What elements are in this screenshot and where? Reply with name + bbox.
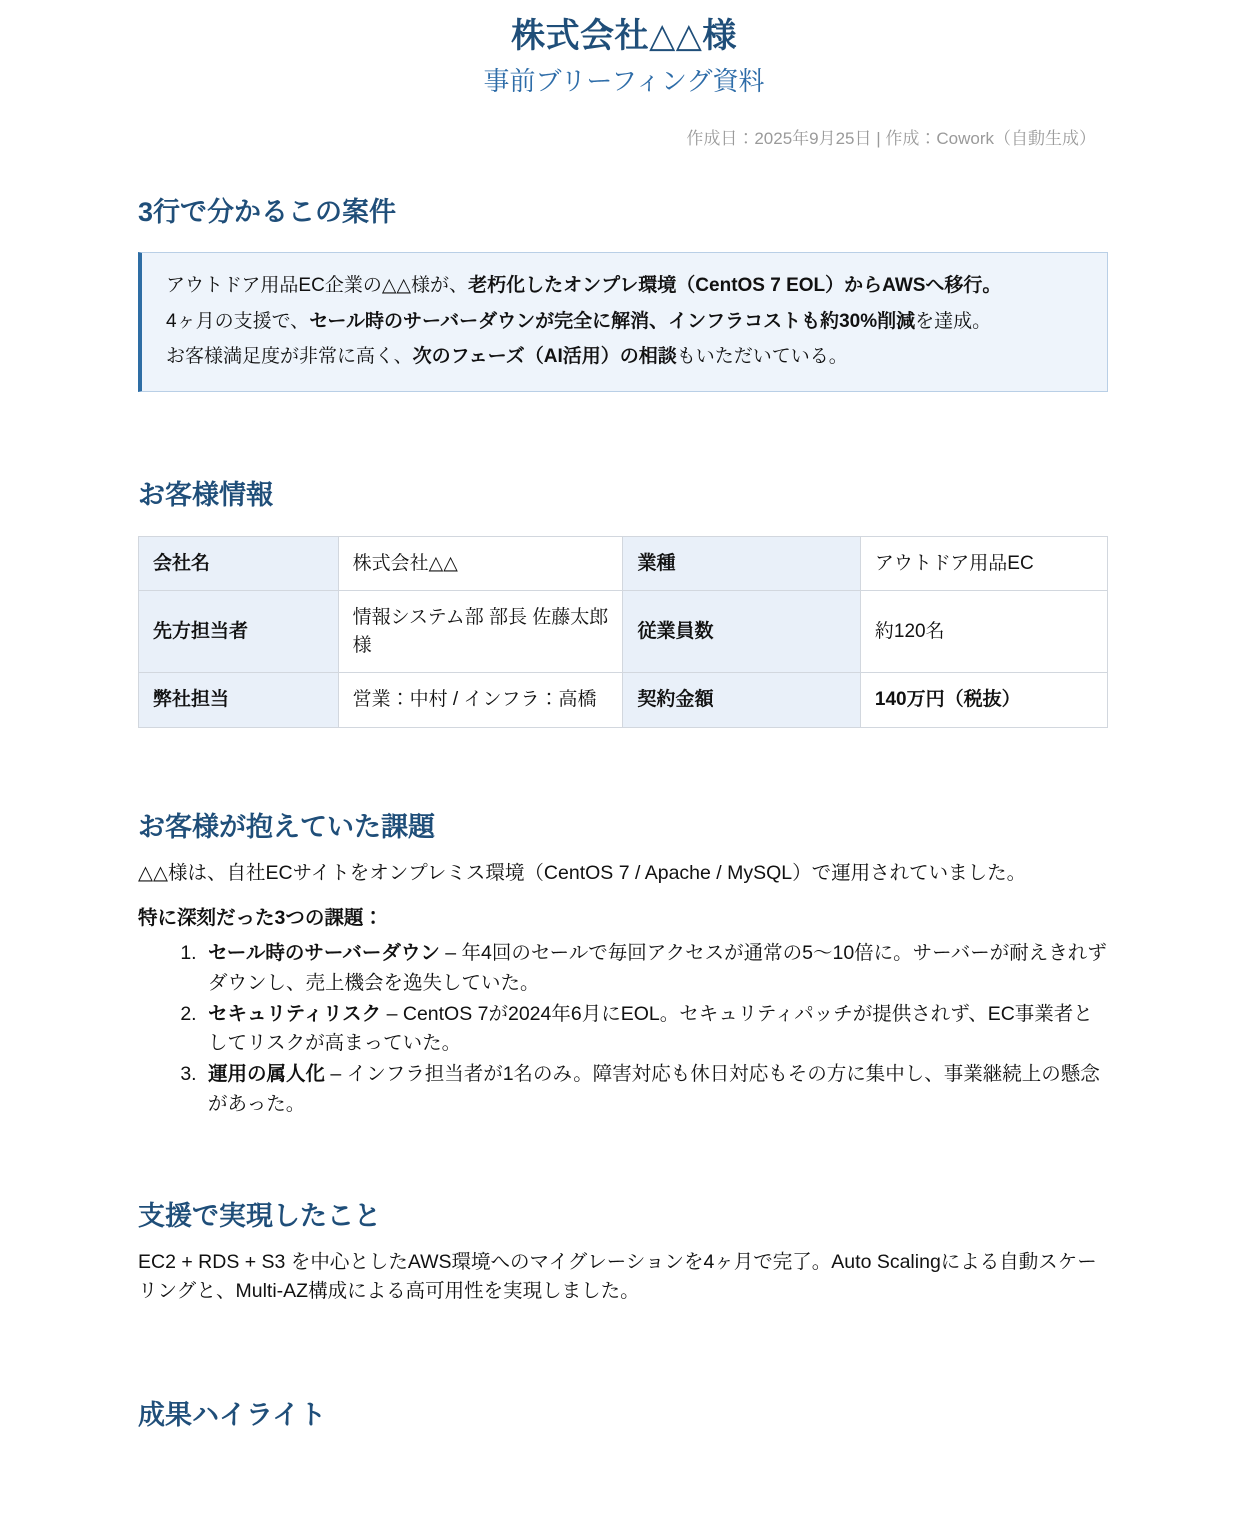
summary-line-post: もいただいている。 xyxy=(676,346,848,368)
summary-line-bold: 次のフェーズ（AI活用）の相談 xyxy=(412,346,677,368)
table-cell-label: 会社名 xyxy=(139,536,339,591)
list-item xyxy=(202,1060,1108,1119)
list-item-title: 運用の属人化 xyxy=(208,1063,326,1086)
table-row xyxy=(139,536,1108,591)
results-heading: 支援で実現したこと xyxy=(138,1200,381,1231)
section-results xyxy=(138,1199,1108,1307)
summary-line xyxy=(166,271,1085,300)
document-subtitle: 事前ブリーフィング資料 xyxy=(483,66,765,97)
list-item-title: セール時のサーバーダウン xyxy=(208,942,440,965)
table-row xyxy=(139,673,1108,728)
list-item-body: インフラ担当者が1名のみ。障害対応も休日対応もその方に集中し、事業継続上の懸念があった。 xyxy=(208,1063,1100,1115)
document-meta: 作成日：2025年9月25日 | 作成：Cowork（自動生成） xyxy=(686,129,1096,149)
issues-ordered-list xyxy=(138,939,1108,1119)
section-issues xyxy=(138,810,1108,1119)
list-item-body: CentOS 7が2024年6月にEOL。セキュリティパッチが提供されず、EC事業者としてリスクが高まっていた。 xyxy=(208,1002,1093,1055)
section-highlight xyxy=(138,1398,1108,1433)
table-cell-label: 業種 xyxy=(623,536,860,591)
issues-list-lead: 特に深刻だった3つの課題： xyxy=(138,907,383,930)
summary-heading: 3行で分かるこの案件 xyxy=(138,197,397,228)
list-item-title: セキュリティリスク xyxy=(208,1002,382,1025)
table-cell-value: 営業：中村 / インフラ：高橋 xyxy=(338,673,623,728)
customer-info-heading: お客様情報 xyxy=(138,480,273,511)
summary-line-bold: セール時のサーバーダウンが完全に解消、インフラコストも約30%削減 xyxy=(309,310,916,332)
list-item-body: 年4回のセールで毎回アクセスが通常の5〜10倍に。サーバーが耐えきれずダウンし、売上機会を逸失していた。 xyxy=(208,942,1107,994)
table-cell-value: 約120名 xyxy=(860,591,1107,673)
document-title: 株式会社△△様 xyxy=(511,17,737,55)
summary-callout-box xyxy=(138,252,1108,392)
section-customer-info xyxy=(138,478,1108,727)
document-content xyxy=(0,195,1248,1433)
issues-heading: お客様が抱えていた課題 xyxy=(138,811,435,842)
results-body-text: EC2 + RDS + S3 を中心としたAWS環境へのマイグレーションを4ヶ月で完了。Auto Scalingによる自動スケーリングと、Multi-AZ構成による高可用性を実現しました。 xyxy=(138,1250,1097,1303)
table-cell-value: 情報システム部 部長 佐藤太郎 様 xyxy=(338,591,623,673)
summary-line xyxy=(166,342,1085,371)
summary-line xyxy=(166,307,1085,336)
highlight-heading: 成果ハイライト xyxy=(138,1400,327,1431)
list-item xyxy=(202,1000,1108,1059)
table-cell-label: 契約金額 xyxy=(623,673,860,728)
summary-line-post: を達成。 xyxy=(915,310,992,332)
summary-line-pre: 4ヶ月の支援で、 xyxy=(166,310,310,332)
table-cell-label: 弊社担当 xyxy=(139,673,339,728)
summary-line-pre: お客様満足度が非常に高く、 xyxy=(166,346,413,368)
section-summary xyxy=(138,195,1108,392)
table-cell-label: 先方担当者 xyxy=(139,591,339,673)
customer-info-table xyxy=(138,536,1108,728)
issues-intro-text: △△様は、自社ECサイトをオンプレミス環境（CentOS 7 / Apache / MySQL）で運用されていました。 xyxy=(138,861,1027,884)
table-cell-value: アウトドア用品EC xyxy=(860,536,1107,591)
table-cell-value: 株式会社△△ xyxy=(338,536,623,591)
table-row xyxy=(139,591,1108,673)
summary-line-pre: アウトドア用品EC企業の△△様が、 xyxy=(166,275,469,297)
list-item-dash: – xyxy=(325,1063,347,1086)
list-item xyxy=(202,939,1108,998)
list-item-dash: – xyxy=(381,1002,403,1025)
table-cell-value: 140万円（税抜） xyxy=(860,673,1107,728)
list-item-dash: – xyxy=(439,942,462,965)
table-cell-label: 従業員数 xyxy=(623,591,860,673)
summary-line-bold: 老朽化したオンプレ環境（CentOS 7 EOL）からAWSへ移行。 xyxy=(468,275,1002,297)
